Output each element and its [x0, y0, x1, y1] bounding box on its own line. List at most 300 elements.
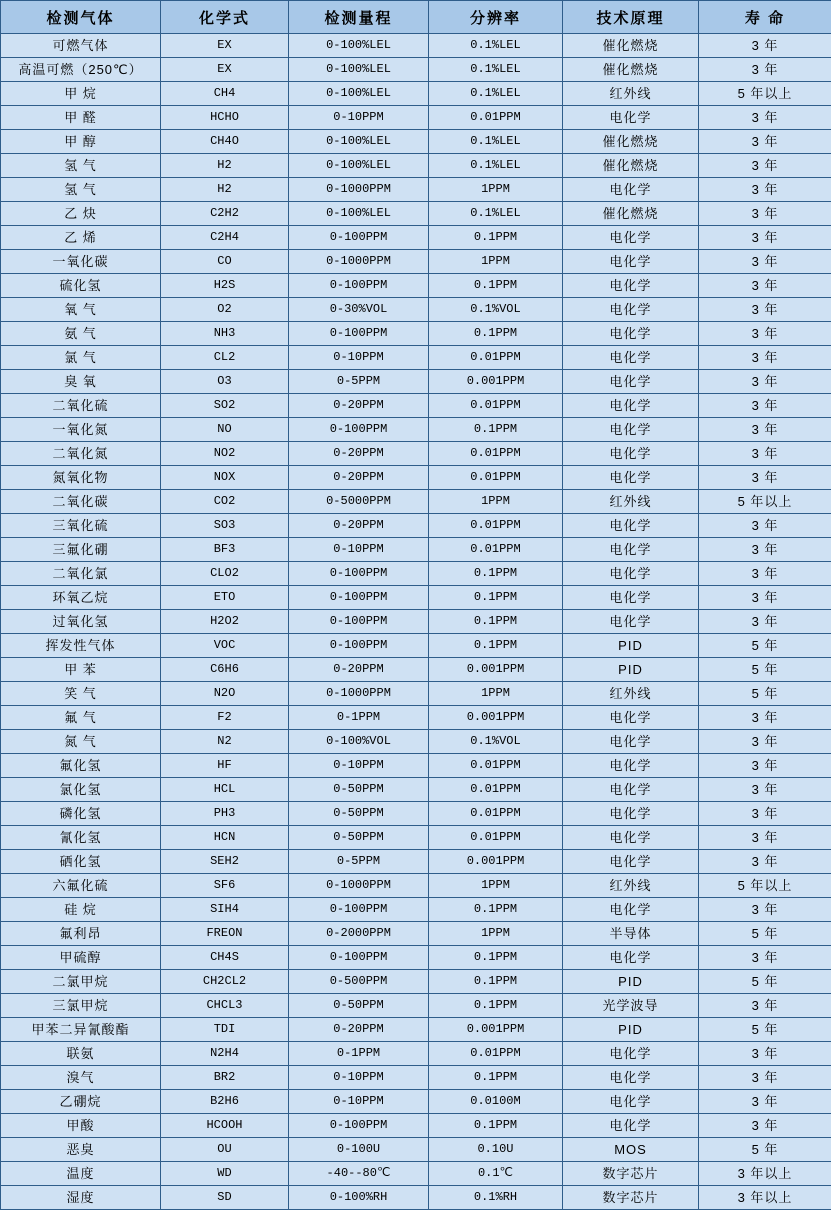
cell-principle: 半导体 — [563, 922, 699, 946]
cell-lifetime: 3 年 — [699, 730, 831, 754]
cell-formula: C2H2 — [161, 202, 289, 226]
cell-resolution: 0.01PPM — [429, 1042, 563, 1066]
cell-resolution: 0.1%LEL — [429, 130, 563, 154]
cell-range: 0-50PPM — [289, 826, 429, 850]
cell-principle: 电化学 — [563, 250, 699, 274]
cell-formula: CO — [161, 250, 289, 274]
cell-lifetime: 5 年 — [699, 1138, 831, 1162]
cell-formula: N2 — [161, 730, 289, 754]
table-row — [1, 538, 831, 562]
cell-gas: 挥发性气体 — [1, 634, 161, 658]
cell-resolution: 0.1PPM — [429, 994, 563, 1018]
cell-resolution: 0.01PPM — [429, 826, 563, 850]
cell-principle: 电化学 — [563, 1066, 699, 1090]
cell-lifetime: 5 年 — [699, 634, 831, 658]
table-row — [1, 154, 831, 178]
cell-gas: 乙 炔 — [1, 202, 161, 226]
cell-resolution: 0.01PPM — [429, 466, 563, 490]
cell-gas: 三氧化硫 — [1, 514, 161, 538]
cell-principle: 电化学 — [563, 778, 699, 802]
table-row — [1, 298, 831, 322]
cell-principle: 电化学 — [563, 442, 699, 466]
cell-lifetime: 3 年 — [699, 898, 831, 922]
cell-formula: H2 — [161, 154, 289, 178]
cell-resolution: 0.1PPM — [429, 1066, 563, 1090]
cell-gas: 甲 烷 — [1, 82, 161, 106]
cell-gas: 恶臭 — [1, 1138, 161, 1162]
cell-gas: 氟化氢 — [1, 754, 161, 778]
cell-range: 0-20PPM — [289, 1018, 429, 1042]
column-header-range: 检测量程 — [289, 1, 429, 34]
cell-formula: CH2CL2 — [161, 970, 289, 994]
table-row — [1, 826, 831, 850]
cell-formula: HCOOH — [161, 1114, 289, 1138]
cell-range: 0-10PPM — [289, 754, 429, 778]
cell-resolution: 1PPM — [429, 250, 563, 274]
table-row — [1, 202, 831, 226]
table-row — [1, 1138, 831, 1162]
column-header-resolution: 分辨率 — [429, 1, 563, 34]
cell-gas: 氯 气 — [1, 346, 161, 370]
cell-gas: 三氟化硼 — [1, 538, 161, 562]
cell-principle: 红外线 — [563, 82, 699, 106]
cell-resolution: 0.01PPM — [429, 778, 563, 802]
cell-resolution: 0.1PPM — [429, 1114, 563, 1138]
cell-formula: N2O — [161, 682, 289, 706]
cell-formula: C2H4 — [161, 226, 289, 250]
cell-range: -40--80℃ — [289, 1162, 429, 1186]
cell-resolution: 0.1℃ — [429, 1162, 563, 1186]
cell-lifetime: 3 年 — [699, 298, 831, 322]
cell-lifetime: 3 年 — [699, 1042, 831, 1066]
cell-lifetime: 3 年 — [699, 514, 831, 538]
cell-range: 0-500PPM — [289, 970, 429, 994]
cell-resolution: 0.1PPM — [429, 322, 563, 346]
cell-lifetime: 3 年 — [699, 346, 831, 370]
table-row — [1, 250, 831, 274]
cell-range: 0-10PPM — [289, 106, 429, 130]
cell-formula: NO2 — [161, 442, 289, 466]
cell-formula: TDI — [161, 1018, 289, 1042]
table-row — [1, 706, 831, 730]
cell-lifetime: 3 年 — [699, 418, 831, 442]
table-row — [1, 970, 831, 994]
cell-lifetime: 3 年 — [699, 1066, 831, 1090]
cell-formula: O3 — [161, 370, 289, 394]
cell-lifetime: 5 年 — [699, 658, 831, 682]
cell-gas: 臭 氧 — [1, 370, 161, 394]
cell-range: 0-100PPM — [289, 898, 429, 922]
cell-principle: 电化学 — [563, 226, 699, 250]
cell-range: 0-100PPM — [289, 946, 429, 970]
cell-gas: 二氧化氮 — [1, 442, 161, 466]
cell-principle: 催化燃烧 — [563, 202, 699, 226]
cell-gas: 氯化氢 — [1, 778, 161, 802]
column-header-formula: 化学式 — [161, 1, 289, 34]
cell-range: 0-100U — [289, 1138, 429, 1162]
cell-formula: H2S — [161, 274, 289, 298]
table-row — [1, 130, 831, 154]
cell-gas: 环氧乙烷 — [1, 586, 161, 610]
cell-resolution: 0.01PPM — [429, 802, 563, 826]
cell-gas: 氧 气 — [1, 298, 161, 322]
cell-resolution: 0.01PPM — [429, 346, 563, 370]
table-row — [1, 730, 831, 754]
cell-gas: 甲 醇 — [1, 130, 161, 154]
cell-lifetime: 5 年以上 — [699, 874, 831, 898]
cell-formula: HCL — [161, 778, 289, 802]
cell-formula: H2 — [161, 178, 289, 202]
cell-gas: 过氧化氢 — [1, 610, 161, 634]
cell-principle: 电化学 — [563, 826, 699, 850]
cell-lifetime: 5 年 — [699, 682, 831, 706]
cell-range: 0-20PPM — [289, 394, 429, 418]
table-row — [1, 370, 831, 394]
cell-gas: 温度 — [1, 1162, 161, 1186]
cell-formula: NO — [161, 418, 289, 442]
cell-principle: 数字芯片 — [563, 1186, 699, 1210]
cell-formula: O2 — [161, 298, 289, 322]
cell-resolution: 0.01PPM — [429, 754, 563, 778]
table-row — [1, 514, 831, 538]
cell-formula: CH4O — [161, 130, 289, 154]
cell-principle: 电化学 — [563, 322, 699, 346]
cell-range: 0-10PPM — [289, 346, 429, 370]
cell-resolution: 0.001PPM — [429, 850, 563, 874]
cell-principle: 电化学 — [563, 586, 699, 610]
cell-resolution: 0.0100M — [429, 1090, 563, 1114]
cell-range: 0-100%LEL — [289, 202, 429, 226]
cell-lifetime: 3 年 — [699, 562, 831, 586]
cell-formula: ETO — [161, 586, 289, 610]
cell-lifetime: 3 年 — [699, 442, 831, 466]
cell-principle: 电化学 — [563, 346, 699, 370]
cell-resolution: 0.1%RH — [429, 1186, 563, 1210]
cell-principle: 电化学 — [563, 394, 699, 418]
cell-range: 0-20PPM — [289, 514, 429, 538]
cell-gas: 甲酸 — [1, 1114, 161, 1138]
cell-resolution: 0.1PPM — [429, 610, 563, 634]
table-row — [1, 322, 831, 346]
cell-range: 0-10PPM — [289, 538, 429, 562]
cell-lifetime: 3 年 — [699, 250, 831, 274]
cell-resolution: 0.001PPM — [429, 658, 563, 682]
cell-formula: F2 — [161, 706, 289, 730]
cell-formula: WD — [161, 1162, 289, 1186]
cell-range: 0-20PPM — [289, 466, 429, 490]
cell-principle: 电化学 — [563, 370, 699, 394]
cell-principle: MOS — [563, 1138, 699, 1162]
cell-formula: CH4S — [161, 946, 289, 970]
cell-resolution: 0.1PPM — [429, 898, 563, 922]
table-row — [1, 562, 831, 586]
cell-lifetime: 3 年 — [699, 226, 831, 250]
cell-principle: 电化学 — [563, 898, 699, 922]
cell-lifetime: 3 年 — [699, 322, 831, 346]
cell-gas: 氟利昂 — [1, 922, 161, 946]
cell-lifetime: 3 年 — [699, 826, 831, 850]
cell-principle: 电化学 — [563, 1042, 699, 1066]
cell-principle: 红外线 — [563, 874, 699, 898]
cell-range: 0-100PPM — [289, 1114, 429, 1138]
cell-resolution: 1PPM — [429, 178, 563, 202]
cell-lifetime: 3 年 — [699, 34, 831, 58]
cell-gas: 湿度 — [1, 1186, 161, 1210]
cell-gas: 二氯甲烷 — [1, 970, 161, 994]
cell-formula: SD — [161, 1186, 289, 1210]
cell-gas: 氮 气 — [1, 730, 161, 754]
cell-lifetime: 5 年以上 — [699, 490, 831, 514]
table-row — [1, 1066, 831, 1090]
table-row — [1, 1114, 831, 1138]
cell-lifetime: 3 年 — [699, 370, 831, 394]
cell-principle: 电化学 — [563, 562, 699, 586]
cell-lifetime: 3 年 — [699, 778, 831, 802]
cell-principle: 催化燃烧 — [563, 58, 699, 82]
cell-principle: 电化学 — [563, 514, 699, 538]
cell-formula: CLO2 — [161, 562, 289, 586]
cell-range: 0-50PPM — [289, 994, 429, 1018]
cell-range: 0-10PPM — [289, 1090, 429, 1114]
cell-formula: BF3 — [161, 538, 289, 562]
cell-principle: 电化学 — [563, 754, 699, 778]
cell-gas: 二氧化氯 — [1, 562, 161, 586]
cell-formula: NH3 — [161, 322, 289, 346]
cell-principle: 红外线 — [563, 682, 699, 706]
cell-range: 0-100PPM — [289, 610, 429, 634]
cell-lifetime: 3 年 — [699, 466, 831, 490]
cell-principle: 催化燃烧 — [563, 154, 699, 178]
cell-lifetime: 3 年 — [699, 802, 831, 826]
cell-principle: 电化学 — [563, 466, 699, 490]
table-row — [1, 994, 831, 1018]
cell-formula: EX — [161, 58, 289, 82]
cell-lifetime: 3 年 — [699, 130, 831, 154]
cell-gas: 甲硫醇 — [1, 946, 161, 970]
table-row — [1, 82, 831, 106]
cell-formula: FREON — [161, 922, 289, 946]
cell-resolution: 0.1PPM — [429, 562, 563, 586]
cell-principle: 电化学 — [563, 538, 699, 562]
cell-lifetime: 3 年 — [699, 1114, 831, 1138]
cell-resolution: 0.1%LEL — [429, 154, 563, 178]
cell-gas: 氰化氢 — [1, 826, 161, 850]
cell-resolution: 0.1PPM — [429, 586, 563, 610]
cell-principle: 光学波导 — [563, 994, 699, 1018]
cell-lifetime: 5 年 — [699, 1018, 831, 1042]
cell-range: 0-50PPM — [289, 802, 429, 826]
cell-gas: 氢 气 — [1, 154, 161, 178]
cell-principle: PID — [563, 970, 699, 994]
cell-range: 0-100%LEL — [289, 130, 429, 154]
cell-gas: 磷化氢 — [1, 802, 161, 826]
cell-resolution: 1PPM — [429, 874, 563, 898]
cell-lifetime: 3 年 — [699, 106, 831, 130]
cell-resolution: 0.1PPM — [429, 946, 563, 970]
cell-range: 0-5PPM — [289, 370, 429, 394]
cell-principle: 电化学 — [563, 610, 699, 634]
cell-gas: 氨 气 — [1, 322, 161, 346]
cell-resolution: 0.01PPM — [429, 538, 563, 562]
table-row — [1, 34, 831, 58]
table-row — [1, 442, 831, 466]
table-row — [1, 682, 831, 706]
cell-gas: 硅 烷 — [1, 898, 161, 922]
cell-gas: 氢 气 — [1, 178, 161, 202]
cell-principle: 电化学 — [563, 802, 699, 826]
cell-range: 0-100PPM — [289, 418, 429, 442]
cell-lifetime: 3 年 — [699, 994, 831, 1018]
table-row — [1, 226, 831, 250]
cell-principle: 电化学 — [563, 298, 699, 322]
table-body — [1, 34, 831, 1210]
cell-formula: B2H6 — [161, 1090, 289, 1114]
cell-principle: 催化燃烧 — [563, 34, 699, 58]
cell-lifetime: 3 年 — [699, 946, 831, 970]
cell-principle: 电化学 — [563, 178, 699, 202]
table-row — [1, 922, 831, 946]
cell-lifetime: 5 年以上 — [699, 82, 831, 106]
cell-resolution: 0.01PPM — [429, 514, 563, 538]
cell-formula: HCHO — [161, 106, 289, 130]
cell-gas: 笑 气 — [1, 682, 161, 706]
cell-range: 0-100%LEL — [289, 82, 429, 106]
cell-resolution: 0.1%LEL — [429, 202, 563, 226]
column-header-lifetime: 寿 命 — [699, 1, 831, 34]
cell-formula: CO2 — [161, 490, 289, 514]
cell-principle: 催化燃烧 — [563, 130, 699, 154]
cell-range: 0-10PPM — [289, 1066, 429, 1090]
cell-principle: 电化学 — [563, 946, 699, 970]
cell-range: 0-100%RH — [289, 1186, 429, 1210]
cell-range: 0-100PPM — [289, 274, 429, 298]
cell-range: 0-1000PPM — [289, 682, 429, 706]
cell-range: 0-100%LEL — [289, 154, 429, 178]
table-header — [1, 1, 831, 34]
cell-principle: 电化学 — [563, 730, 699, 754]
cell-lifetime: 3 年 — [699, 58, 831, 82]
cell-principle: 电化学 — [563, 418, 699, 442]
cell-lifetime: 3 年 — [699, 154, 831, 178]
cell-gas: 可燃气体 — [1, 34, 161, 58]
cell-resolution: 0.1%LEL — [429, 82, 563, 106]
cell-resolution: 0.01PPM — [429, 394, 563, 418]
cell-resolution: 0.001PPM — [429, 1018, 563, 1042]
cell-formula: HF — [161, 754, 289, 778]
cell-resolution: 0.1PPM — [429, 970, 563, 994]
cell-range: 0-1PPM — [289, 706, 429, 730]
cell-lifetime: 3 年 — [699, 1090, 831, 1114]
cell-formula: PH3 — [161, 802, 289, 826]
cell-formula: VOC — [161, 634, 289, 658]
cell-formula: CL2 — [161, 346, 289, 370]
table-row — [1, 466, 831, 490]
cell-formula: CH4 — [161, 82, 289, 106]
cell-gas: 二氧化硫 — [1, 394, 161, 418]
cell-gas: 甲 醛 — [1, 106, 161, 130]
cell-principle: 电化学 — [563, 850, 699, 874]
column-header-gas: 检测气体 — [1, 1, 161, 34]
cell-formula: SF6 — [161, 874, 289, 898]
cell-gas: 乙硼烷 — [1, 1090, 161, 1114]
table-row — [1, 610, 831, 634]
cell-resolution: 0.1%VOL — [429, 298, 563, 322]
table-row — [1, 946, 831, 970]
cell-gas: 氮氧化物 — [1, 466, 161, 490]
cell-gas: 溴气 — [1, 1066, 161, 1090]
cell-principle: PID — [563, 658, 699, 682]
cell-principle: 电化学 — [563, 1114, 699, 1138]
cell-principle: PID — [563, 634, 699, 658]
cell-gas: 一氧化碳 — [1, 250, 161, 274]
table-row — [1, 754, 831, 778]
cell-formula: HCN — [161, 826, 289, 850]
cell-gas: 一氧化氮 — [1, 418, 161, 442]
cell-resolution: 0.1PPM — [429, 226, 563, 250]
cell-resolution: 0.001PPM — [429, 706, 563, 730]
cell-lifetime: 3 年 — [699, 850, 831, 874]
cell-resolution: 0.1PPM — [429, 418, 563, 442]
cell-formula: CHCL3 — [161, 994, 289, 1018]
cell-range: 0-1PPM — [289, 1042, 429, 1066]
cell-formula: N2H4 — [161, 1042, 289, 1066]
table-row — [1, 850, 831, 874]
cell-resolution: 0.1%LEL — [429, 34, 563, 58]
cell-range: 0-2000PPM — [289, 922, 429, 946]
cell-lifetime: 3 年以上 — [699, 1162, 831, 1186]
cell-gas: 高温可燃（250℃） — [1, 58, 161, 82]
cell-lifetime: 5 年 — [699, 970, 831, 994]
cell-range: 0-100%LEL — [289, 58, 429, 82]
cell-principle: 电化学 — [563, 106, 699, 130]
cell-formula: SEH2 — [161, 850, 289, 874]
table-row — [1, 778, 831, 802]
cell-principle: 电化学 — [563, 706, 699, 730]
cell-lifetime: 3 年 — [699, 394, 831, 418]
cell-formula: H2O2 — [161, 610, 289, 634]
table-row — [1, 274, 831, 298]
cell-formula: EX — [161, 34, 289, 58]
cell-gas: 氟 气 — [1, 706, 161, 730]
table-row — [1, 58, 831, 82]
table-row — [1, 106, 831, 130]
table-row — [1, 1042, 831, 1066]
cell-resolution: 0.1%LEL — [429, 58, 563, 82]
cell-range: 0-50PPM — [289, 778, 429, 802]
cell-range: 0-20PPM — [289, 658, 429, 682]
cell-formula: SO3 — [161, 514, 289, 538]
cell-range: 0-100PPM — [289, 586, 429, 610]
cell-gas: 硒化氢 — [1, 850, 161, 874]
cell-gas: 六氟化硫 — [1, 874, 161, 898]
cell-principle: PID — [563, 1018, 699, 1042]
cell-principle: 红外线 — [563, 490, 699, 514]
cell-range: 0-5000PPM — [289, 490, 429, 514]
table-row — [1, 802, 831, 826]
table-row — [1, 898, 831, 922]
cell-lifetime: 3 年 — [699, 754, 831, 778]
table-row — [1, 586, 831, 610]
cell-principle: 电化学 — [563, 1090, 699, 1114]
cell-formula: OU — [161, 1138, 289, 1162]
table-row — [1, 418, 831, 442]
cell-range: 0-20PPM — [289, 442, 429, 466]
cell-resolution: 1PPM — [429, 682, 563, 706]
cell-resolution: 1PPM — [429, 922, 563, 946]
cell-range: 0-1000PPM — [289, 250, 429, 274]
cell-range: 0-100PPM — [289, 562, 429, 586]
table-row — [1, 1090, 831, 1114]
